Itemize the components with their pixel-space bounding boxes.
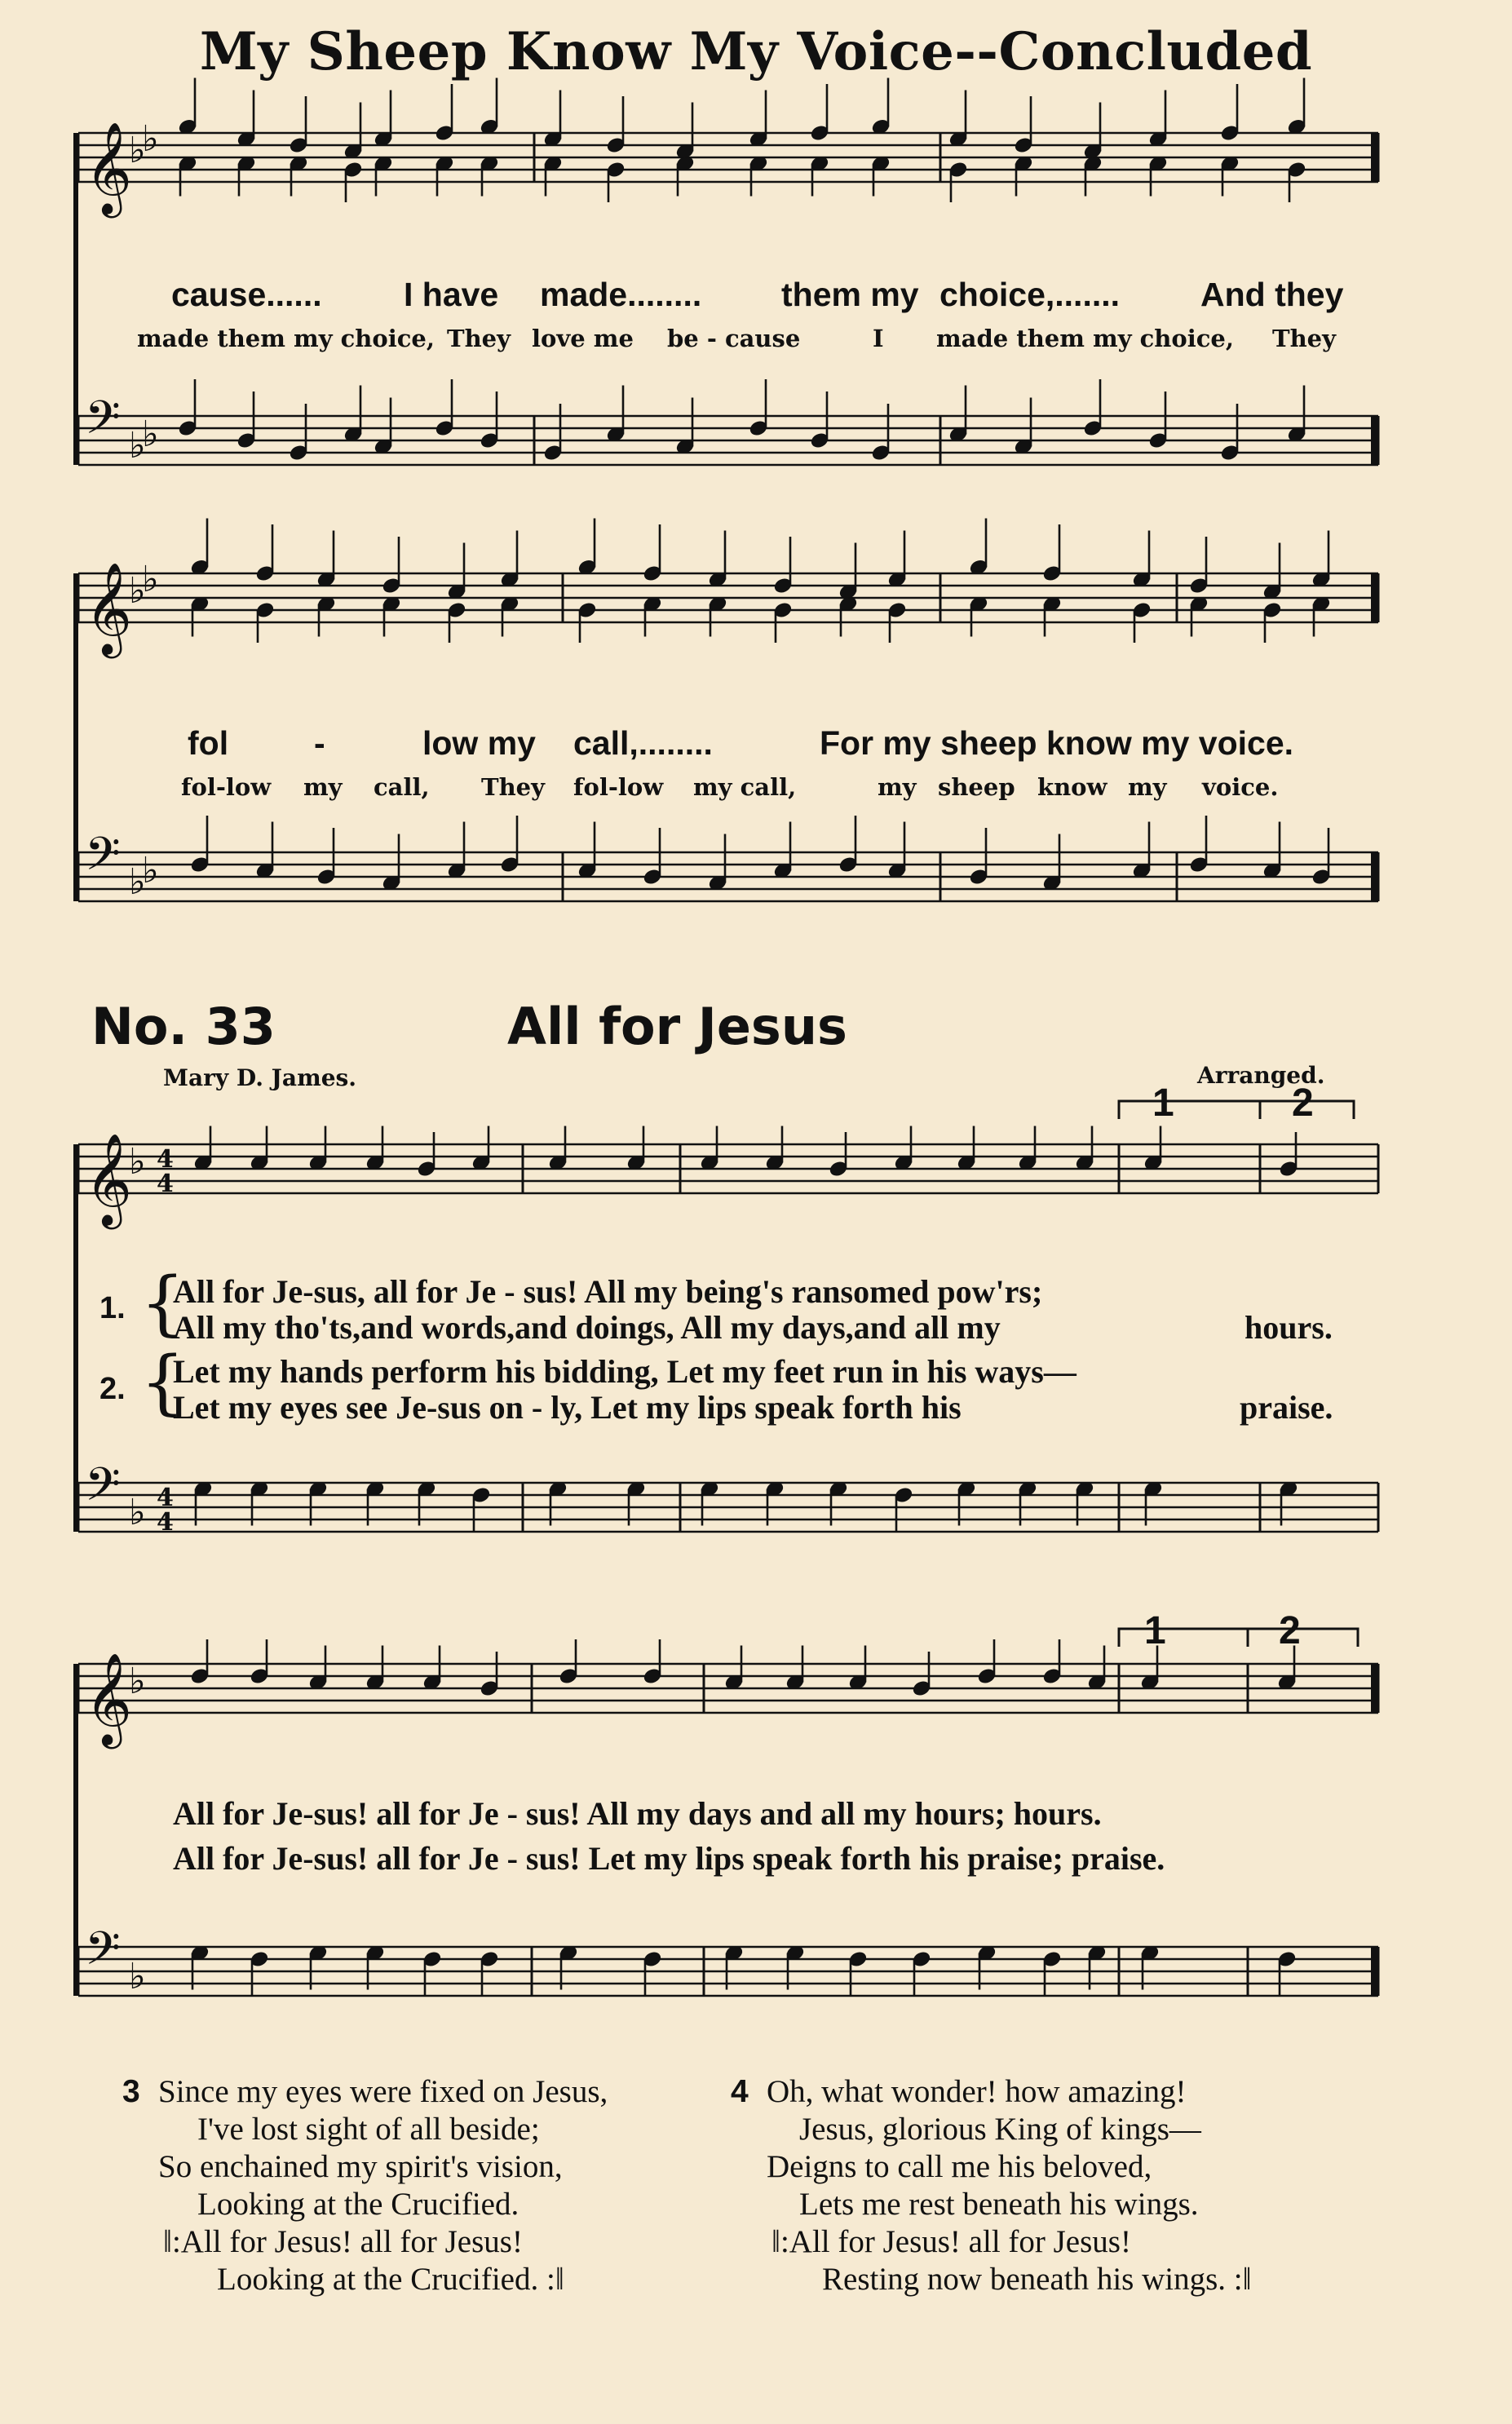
flat-icon: ♭ bbox=[129, 425, 146, 467]
first-ending-label: 1 bbox=[1144, 1609, 1166, 1652]
bass-clef-icon: 𝄢 bbox=[85, 391, 121, 456]
flat-icon: ♭ bbox=[129, 1141, 146, 1183]
flat-icon: ♭ bbox=[142, 414, 159, 455]
treble-clef-icon: 𝄞 bbox=[85, 122, 132, 215]
flat-icon: ♭ bbox=[129, 1492, 146, 1533]
lyric-word: - bbox=[314, 724, 325, 762]
verse1-line2: All my tho'ts,and words,and doings, All my days,and all my bbox=[173, 1309, 1001, 1346]
second-ending-label: 2 bbox=[1279, 1609, 1301, 1652]
treble-clef-icon: 𝄞 bbox=[85, 1652, 132, 1745]
final-barline bbox=[1371, 852, 1378, 901]
verse-number: 2. bbox=[99, 1372, 126, 1406]
stanza-line: Deigns to call me his beloved, bbox=[767, 2149, 1152, 2184]
lyric-word: made........ bbox=[540, 276, 702, 313]
final-barline bbox=[1371, 1947, 1378, 1996]
final-barline bbox=[1371, 573, 1378, 622]
time-signature-bottom: 4 bbox=[157, 1508, 174, 1537]
stanza-line: ‖:All for Jesus! all for Jesus! bbox=[771, 2224, 1131, 2259]
stanza-line: So enchained my spirit's vision, bbox=[158, 2149, 563, 2184]
hymn-number: No. 33 bbox=[91, 997, 276, 1056]
second-ending-label: 2 bbox=[1292, 1082, 1314, 1125]
verse1-end: hours. bbox=[1245, 1309, 1333, 1346]
verse2-line2: Let my eyes see Je-sus on - ly, Let my lips speak forth his bbox=[173, 1389, 962, 1426]
lyric-word: choice,....... bbox=[939, 276, 1121, 313]
stanza-line: ‖:All for Jesus! all for Jesus! bbox=[163, 2224, 523, 2259]
verse-number: 1. bbox=[99, 1291, 126, 1325]
time-signature-bottom: 4 bbox=[157, 1170, 174, 1198]
lyric-word-small: sheep bbox=[938, 773, 1015, 801]
lyric-word-small: love me bbox=[532, 325, 634, 352]
lyric-word: And they bbox=[1200, 276, 1344, 313]
lyric-word-small: my call, bbox=[693, 773, 797, 801]
ending-bracket bbox=[1248, 1629, 1358, 1647]
final-barline bbox=[1371, 1664, 1378, 1713]
flat-icon: ♭ bbox=[142, 850, 159, 891]
lyric-word-small: my bbox=[303, 773, 343, 801]
page-title: My Sheep Know My Voice--Concluded bbox=[199, 21, 1313, 82]
arranger-credit: Arranged. bbox=[1197, 1062, 1325, 1089]
stanza-4 bbox=[731, 2073, 1252, 2298]
stanza-line: Looking at the Crucified. bbox=[197, 2187, 519, 2222]
ending-bracket bbox=[1119, 1629, 1248, 1647]
flat-icon: ♭ bbox=[129, 1956, 146, 1997]
lyric-word-small: I bbox=[873, 325, 884, 352]
treble-clef-icon: 𝄞 bbox=[85, 1133, 132, 1226]
lyric-word-small: know bbox=[1037, 773, 1107, 801]
stanza-line: Since my eyes were fixed on Jesus, bbox=[158, 2074, 608, 2109]
flat-icon: ♭ bbox=[129, 1661, 146, 1702]
flat-icon: ♭ bbox=[142, 118, 159, 160]
flat-icon: ♭ bbox=[129, 861, 146, 903]
stanza-line: Looking at the Crucified. :‖ bbox=[217, 2262, 564, 2297]
lyric-word: For my sheep know my voice. bbox=[820, 724, 1294, 762]
verse2-line1: Let my hands perform his bidding, Let my feet run in his ways— bbox=[173, 1353, 1077, 1390]
treble-clef-icon: 𝄞 bbox=[85, 562, 132, 655]
bass-clef-icon: 𝄢 bbox=[85, 1458, 121, 1523]
lyric-word-small: made them my choice, bbox=[137, 325, 435, 352]
lyric-word-small: They bbox=[447, 325, 511, 352]
lyric-word: call,........ bbox=[573, 724, 713, 762]
verse2-end: praise. bbox=[1240, 1389, 1333, 1426]
stanza-line: I've lost sight of all beside; bbox=[197, 2112, 540, 2147]
lyric-word-small: fol-low bbox=[181, 773, 272, 801]
final-barline bbox=[1371, 133, 1378, 182]
lyric-word-small: They bbox=[481, 773, 545, 801]
lyric-word: fol bbox=[188, 724, 229, 762]
flat-icon: ♭ bbox=[142, 559, 159, 600]
stanza-line: Jesus, glorious King of kings— bbox=[799, 2112, 1201, 2147]
lyric-word-small: fol-low bbox=[573, 773, 664, 801]
stanza-line: Resting now beneath his wings. :‖ bbox=[822, 2262, 1252, 2297]
final-barline bbox=[1371, 416, 1378, 465]
first-ending-label: 1 bbox=[1152, 1082, 1174, 1125]
lyric-word: them my bbox=[781, 276, 919, 313]
lyric-word-small: They bbox=[1272, 325, 1336, 352]
stanza-number: 4 bbox=[731, 2074, 749, 2109]
lyric-word: I have bbox=[404, 276, 499, 313]
flat-icon: ♭ bbox=[129, 130, 146, 171]
refrain-line1: All for Je-sus! all for Je - sus! All my days and all my hours; hours. bbox=[173, 1795, 1102, 1832]
stanza-line: Oh, what wonder! how amazing! bbox=[767, 2074, 1187, 2109]
refrain-line2: All for Je-sus! all for Je - sus! Let my lips speak forth his praise; praise. bbox=[173, 1840, 1165, 1877]
flat-icon: ♭ bbox=[129, 570, 146, 612]
lyric-word-small: call, bbox=[374, 773, 430, 801]
verse-brace: { bbox=[140, 1263, 185, 1344]
lyric-word-small: be - cause bbox=[667, 325, 801, 352]
stanza-3 bbox=[122, 2073, 608, 2298]
lyric-word: cause...... bbox=[171, 276, 322, 313]
lyric-word-small: my bbox=[878, 773, 917, 801]
hymn-title: All for Jesus bbox=[507, 997, 847, 1056]
bass-clef-icon: 𝄢 bbox=[85, 1922, 121, 1987]
time-signature-top: 4 bbox=[157, 1145, 174, 1174]
ending-bracket bbox=[1119, 1101, 1260, 1119]
stanza-number: 3 bbox=[122, 2074, 140, 2109]
lyric-word: low my bbox=[422, 724, 536, 762]
lyric-word-small: voice. bbox=[1202, 773, 1279, 801]
stanza-line: Lets me rest beneath his wings. bbox=[799, 2187, 1199, 2222]
author-credit: Mary D. James. bbox=[163, 1064, 357, 1091]
time-signature-top: 4 bbox=[157, 1484, 174, 1512]
lyric-word-small: made them my choice, bbox=[936, 325, 1234, 352]
verse1-line1: All for Je-sus, all for Je - sus! All my being's ransomed pow'rs; bbox=[173, 1273, 1043, 1310]
verse-brace: { bbox=[140, 1342, 185, 1423]
bass-clef-icon: 𝄢 bbox=[85, 828, 121, 892]
lyric-word-small: my bbox=[1128, 773, 1167, 801]
